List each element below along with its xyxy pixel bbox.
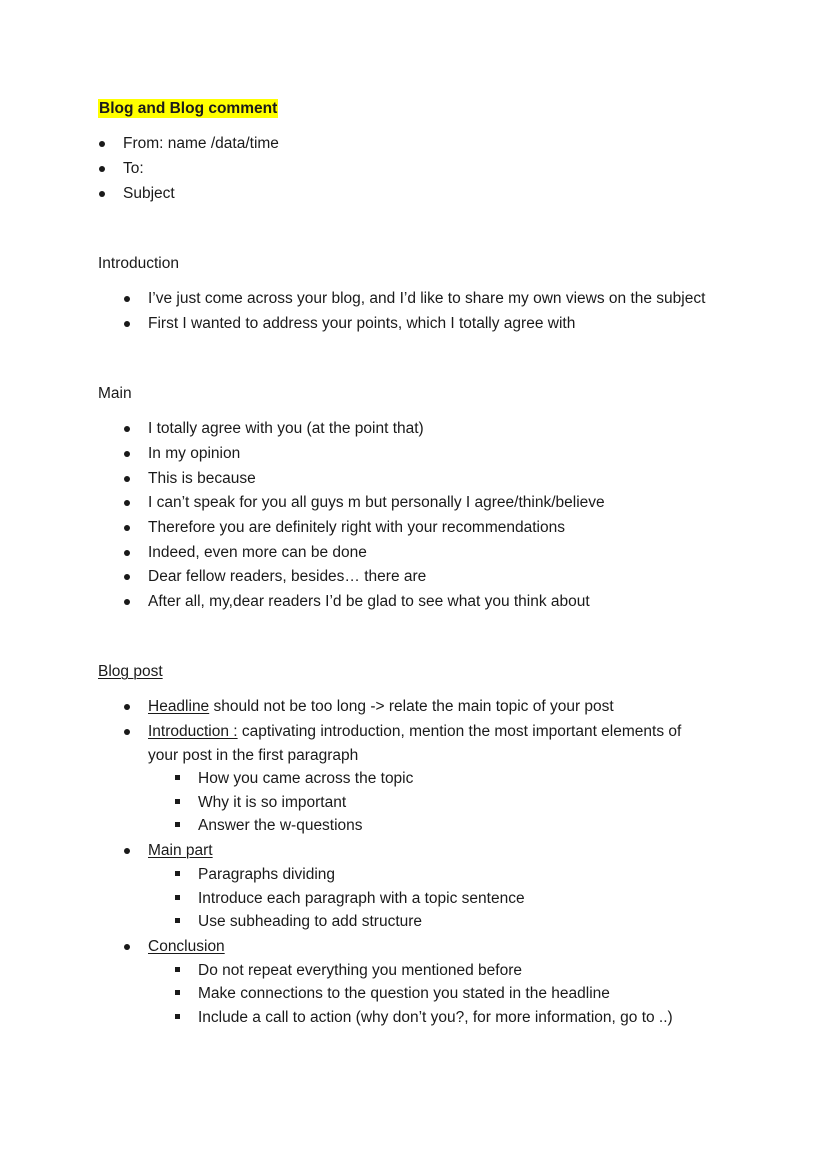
introduction-text: captivating introduction, mention the most important elements of [237,723,682,740]
list-item-introduction [148,722,681,741]
headline-text: should not be too long -> relate the main topic of your post [209,698,614,715]
bullet [124,704,130,710]
list-item: Indeed, even more can be done [148,544,367,561]
square-bullet [175,1014,180,1019]
list-item: After all, my,dear readers I’d be glad to see what you think about [148,593,590,610]
square-bullet [175,967,180,972]
blog-post-heading: Blog post [98,663,163,680]
sub-item: Introduce each paragraph with a topic sentence [198,890,525,907]
sub-item: Why it is so important [198,794,347,811]
bullet [99,166,105,172]
bullet [124,500,130,506]
square-bullet [175,775,180,780]
sub-item: Do not repeat everything you mentioned before [198,962,522,979]
introduction-label: Introduction : [148,723,238,740]
square-bullet [175,918,180,923]
introduction-heading: Introduction [98,255,179,272]
list-item: This is because [148,470,256,487]
bullet [99,141,105,147]
square-bullet [175,990,180,995]
bullet [124,426,130,432]
bullet [124,321,130,327]
bullet [99,191,105,197]
bullet [124,451,130,457]
list-item: I totally agree with you (at the point that) [148,420,424,437]
list-item: In my opinion [148,445,241,462]
main-part-label: Main part [148,842,213,859]
sub-item: Answer the w-questions [198,817,363,834]
bullet [124,574,130,580]
sub-item: Include a call to action (why don’t you?, for more information, go to ..) [198,1009,673,1026]
sub-item: Use subheading to add structure [198,913,423,930]
bullet [124,848,130,854]
bullet [124,599,130,605]
sub-item: Make connections to the question you stated in the headline [198,985,610,1002]
bullet [124,476,130,482]
bullet [124,296,130,302]
header-item-to: To: [123,160,144,177]
list-item: Dear fellow readers, besides… there are [148,568,427,585]
sub-item: Paragraphs dividing [198,866,336,883]
header-item-subject: Subject [123,185,175,202]
document-title: Blog and Blog comment [99,100,278,117]
square-bullet [175,871,180,876]
square-bullet [175,822,180,827]
list-item: I’ve just come across your blog, and I’d like to share my own views on the subject [148,290,706,307]
bullet [124,525,130,531]
list-item: First I wanted to address your points, which I totally agree with [148,315,576,332]
list-item: I can’t speak for you all guys m but personally I agree/think/believe [148,494,605,511]
main-heading: Main [98,385,132,402]
bullet [124,550,130,556]
header-item-from: From: name /data/time [123,135,279,152]
bullet [124,729,130,735]
conclusion-label: Conclusion [148,938,225,955]
square-bullet [175,895,180,900]
list-item-headline [148,697,614,716]
bullet [124,944,130,950]
introduction-text-continued: your post in the first paragraph [148,747,359,764]
headline-label: Headline [148,698,210,715]
sub-item: How you came across the topic [198,770,414,787]
list-item: Therefore you are definitely right with your recommendations [148,519,565,536]
square-bullet [175,799,180,804]
